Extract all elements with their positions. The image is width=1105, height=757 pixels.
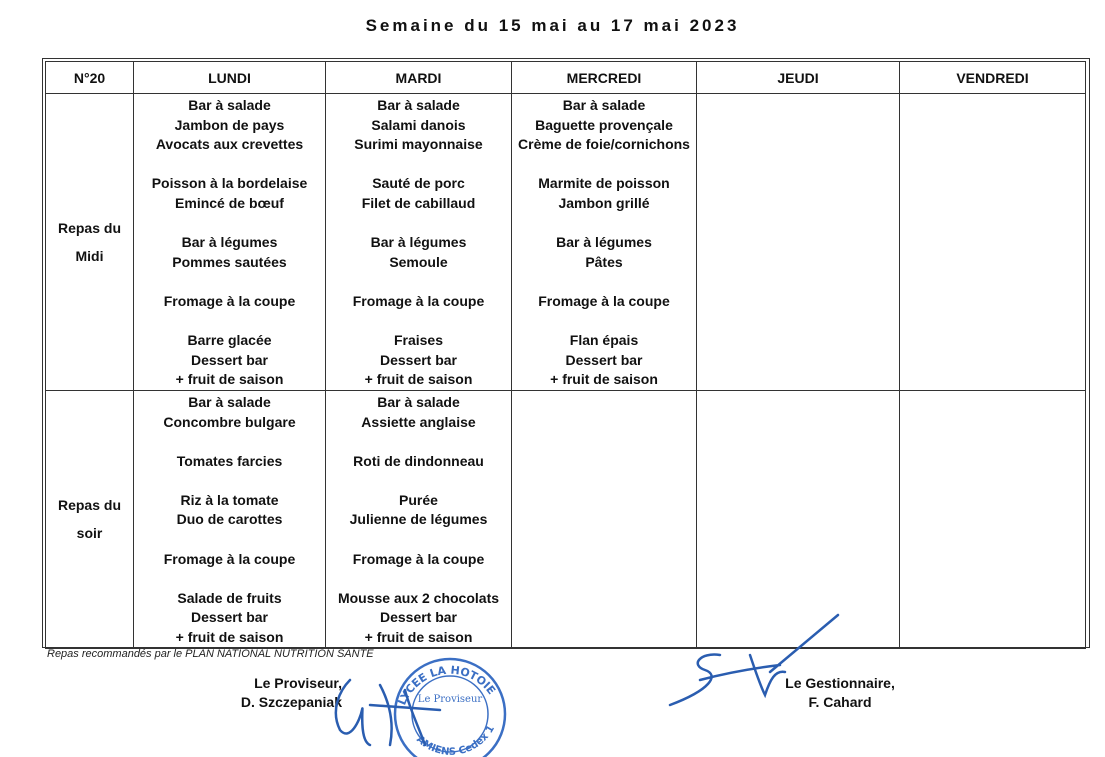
menu-item bbox=[134, 471, 325, 491]
menu-item bbox=[134, 155, 325, 175]
menu-item bbox=[512, 272, 696, 292]
lunch-cell-wednesday bbox=[512, 94, 697, 391]
menu-table-frame bbox=[42, 58, 1090, 648]
menu-item: Fromage à la coupe bbox=[163, 550, 296, 567]
day-header-friday: VENDREDI bbox=[900, 62, 1086, 94]
menu-item: Dessert bar bbox=[190, 351, 269, 368]
header-row bbox=[46, 62, 1086, 94]
menu-item: Filet de cabillaud bbox=[361, 194, 476, 211]
dinner-row bbox=[46, 390, 1086, 648]
proviseur-role: Le Proviseur, bbox=[254, 675, 342, 691]
menu-item: Duo de carottes bbox=[176, 511, 283, 528]
menu-item: Bar à salade bbox=[377, 97, 460, 113]
menu-item bbox=[134, 272, 325, 292]
gestionnaire-signature-block bbox=[770, 674, 910, 712]
menu-item: Semoule bbox=[389, 253, 448, 270]
menu-item: Surimi mayonnaise bbox=[354, 136, 483, 153]
menu-item bbox=[134, 214, 325, 234]
menu-item: Fromage à la coupe bbox=[538, 292, 670, 309]
menu-item bbox=[326, 530, 511, 550]
menu-item: + fruit de saison bbox=[175, 629, 284, 646]
menu-item: Riz à la tomate bbox=[180, 491, 279, 508]
menu-item: Pommes sautées bbox=[172, 253, 287, 270]
menu-item: Fromage à la coupe bbox=[352, 292, 485, 309]
proviseur-signature-scribble bbox=[310, 650, 450, 750]
dinner-cell-friday bbox=[900, 390, 1086, 648]
menu-item: Barre glacée bbox=[187, 332, 272, 349]
menu-item: Bar à légumes bbox=[556, 234, 652, 251]
menu-item bbox=[512, 214, 696, 234]
menu-item bbox=[326, 214, 511, 234]
proviseur-name: D. Szczepaniak bbox=[240, 694, 342, 710]
menu-item: Salade de fruits bbox=[177, 589, 282, 606]
menu-item: Mousse aux 2 chocolats bbox=[337, 589, 500, 606]
menu-item: Roti de dindonneau bbox=[353, 452, 484, 469]
lunch-label: Repas du Midi bbox=[46, 94, 134, 391]
menu-item bbox=[134, 312, 325, 332]
menu-item: Baguette provençale bbox=[535, 116, 673, 133]
menu-item: Bar à salade bbox=[377, 393, 460, 410]
menu-item: Purée bbox=[399, 491, 438, 508]
gestionnaire-role: Le Gestionnaire, bbox=[785, 675, 895, 691]
menu-item: Poisson à la bordelaise bbox=[151, 175, 308, 192]
dinner-label: Repas du soir bbox=[46, 390, 134, 648]
menu-item: Dessert bar bbox=[379, 351, 458, 368]
menu-item: Dessert bar bbox=[190, 609, 269, 626]
menu-item: Jambon grillé bbox=[558, 194, 650, 211]
menu-item bbox=[326, 471, 511, 491]
stamp-inner-text: Le Proviseur bbox=[417, 694, 483, 705]
lunch-cell-monday bbox=[134, 94, 326, 391]
menu-item: Avocats aux crevettes bbox=[155, 136, 304, 153]
day-header-thursday: JEUDI bbox=[697, 62, 900, 94]
menu-item: + fruit de saison bbox=[364, 629, 473, 646]
menu-item bbox=[326, 155, 511, 175]
menu-item: Pâtes bbox=[585, 253, 623, 270]
menu-item bbox=[326, 432, 511, 452]
day-header-tuesday: MARDI bbox=[326, 62, 512, 94]
day-header-monday: LUNDI bbox=[134, 62, 326, 94]
menu-item: Bar à salade bbox=[188, 97, 271, 113]
lunch-row bbox=[46, 94, 1086, 391]
menu-item bbox=[512, 155, 696, 175]
menu-item: Fromage à la coupe bbox=[352, 550, 485, 567]
menu-item: Concombre bulgare bbox=[163, 413, 296, 430]
menu-item: + fruit de saison bbox=[550, 371, 658, 388]
menu-item: + fruit de saison bbox=[364, 371, 473, 388]
menu-item: Emincé de bœuf bbox=[175, 194, 284, 211]
lunch-cell-friday bbox=[900, 94, 1086, 391]
menu-item: Bar à salade bbox=[562, 97, 646, 113]
menu-item: Fraises bbox=[393, 332, 444, 349]
day-header-wednesday: MERCREDI bbox=[512, 62, 697, 94]
menu-item: Sauté de porc bbox=[372, 175, 465, 192]
menu-item bbox=[134, 432, 325, 452]
menu-item bbox=[134, 530, 325, 550]
menu-item bbox=[512, 312, 696, 332]
dinner-cell-monday bbox=[134, 390, 326, 648]
stamp-top-text: LYCEE LA HOTOIE bbox=[395, 663, 499, 707]
menu-item: Assiette anglaise bbox=[361, 413, 476, 430]
menu-item: Jambon de pays bbox=[174, 116, 285, 133]
lunch-cell-tuesday bbox=[326, 94, 512, 391]
menu-item bbox=[326, 312, 511, 332]
menu-item bbox=[326, 272, 511, 292]
menu-item: Crème de foie/cornichons bbox=[518, 136, 690, 153]
lunch-cell-thursday bbox=[697, 94, 900, 391]
menu-item: Salami danois bbox=[371, 116, 466, 133]
menu-item: Tomates farcies bbox=[176, 452, 283, 469]
menu-item: Dessert bar bbox=[565, 351, 643, 368]
page-title: Semaine du 15 mai au 17 mai 2023 bbox=[365, 16, 740, 35]
menu-item bbox=[134, 569, 325, 589]
menu-item: Dessert bar bbox=[379, 609, 458, 626]
menu-item: Julienne de légumes bbox=[349, 511, 488, 528]
menu-table bbox=[45, 61, 1086, 649]
menu-item: Bar à légumes bbox=[370, 234, 467, 251]
week-number: N°20 bbox=[46, 62, 134, 94]
menu-item: Marmite de poisson bbox=[538, 175, 670, 192]
menu-item: Bar à légumes bbox=[181, 234, 278, 251]
gestionnaire-name: F. Cahard bbox=[808, 694, 872, 710]
menu-item: Bar à salade bbox=[188, 393, 271, 410]
dinner-cell-tuesday bbox=[326, 390, 512, 648]
menu-item: Fromage à la coupe bbox=[163, 292, 296, 309]
menu-item bbox=[326, 569, 511, 589]
stamp-bottom-text: AMIENS Cedex 1 bbox=[414, 723, 497, 757]
menu-item: + fruit de saison bbox=[175, 371, 284, 388]
footnote: Repas recommandés par le PLAN NATIONAL NUTRITION SANTE bbox=[47, 648, 374, 660]
menu-item: Flan épais bbox=[569, 332, 639, 349]
